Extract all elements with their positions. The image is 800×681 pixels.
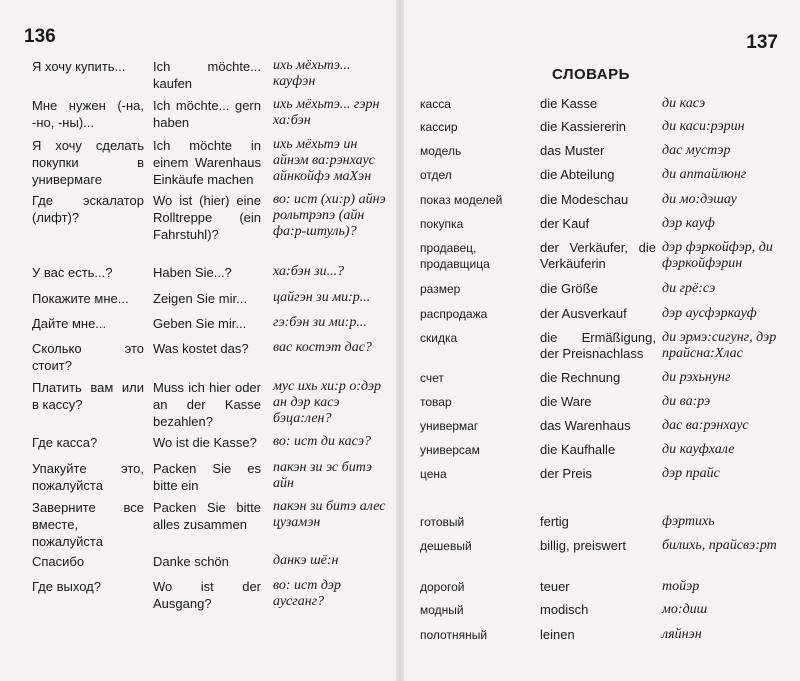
phrase-russian: Покажите мне... — [32, 291, 129, 306]
vocab-russian: касса — [420, 97, 451, 111]
vocab-german: die Kassiererin — [540, 119, 626, 134]
vocab-russian: полотняный — [420, 628, 488, 642]
phrase-transcription: во: ист дэр аусганг? — [273, 578, 341, 609]
vocab-transcription: дэр прайс — [662, 466, 720, 481]
phrase-transcription: мус ихь хи:р о:дэр ан дэр касэ бэца:лен? — [273, 379, 382, 426]
vocab-german: die Abteilung — [540, 167, 615, 182]
phrase-transcription: ихь мёхьтэ... кауфэн — [273, 58, 351, 89]
vocab-german: die Ware — [540, 394, 592, 409]
vocab-german: die Rechnung — [540, 370, 621, 385]
phrase-transcription: во: ист (хи:р) айнэ рольтрэпэ (айн фа:р-штуль)? — [273, 192, 386, 239]
vocab-german: die Modeschau — [540, 192, 629, 207]
vocab-german: der Verkäufer, die Verkäuferin — [540, 240, 656, 271]
vocab-transcription: ляйнэн — [662, 627, 702, 642]
phrase-russian: Упакуйте это, пожалуйста — [32, 461, 144, 493]
vocab-transcription: ди кауфхале — [662, 442, 735, 457]
vocab-transcription: тойэр — [662, 579, 700, 594]
vocab-transcription: мо:диш — [662, 602, 708, 617]
phrase-russian: Сколько это стоит? — [32, 341, 144, 373]
phrase-russian: Заверните все вместе, пожалуйста — [32, 500, 144, 549]
phrase-russian: Платить вам или в кассу? — [32, 380, 144, 412]
phrase-russian: Дайте мне... — [32, 316, 107, 331]
vocab-transcription: ди ва:рэ — [662, 394, 711, 409]
phrase-german: Haben Sie...? — [153, 265, 232, 280]
phrase-transcription: вас костэт дас? — [273, 340, 372, 355]
vocab-german: leinen — [540, 627, 575, 642]
phrase-german: Danke schön — [153, 554, 229, 569]
vocab-russian: модный — [420, 603, 464, 617]
vocab-russian: модель — [420, 144, 462, 158]
vocab-russian: отдел — [420, 168, 452, 182]
phrase-transcription: гэ:бэн зи ми:р... — [273, 315, 367, 330]
phrase-german: Ich möchte in einem Warenhaus Einkäufe machen — [153, 138, 261, 187]
phrase-german: Wo ist die Kasse? — [153, 435, 257, 450]
vocab-russian: товар — [420, 395, 452, 409]
phrase-german: Wo ist der Ausgang? — [153, 579, 261, 611]
vocab-russian: покупка — [420, 217, 464, 231]
phrase-german: Ich möchte... gern haben — [153, 98, 261, 130]
vocab-transcription: ди аптайлюнг — [662, 167, 747, 182]
vocab-german: der Kauf — [540, 216, 590, 231]
vocab-transcription: дэр аусфэркауф — [662, 306, 757, 321]
vocab-transcription: дас мустэр — [662, 143, 731, 158]
phrase-russian: Где эскалатор (лифт)? — [32, 193, 144, 225]
vocab-german: fertig — [540, 514, 569, 529]
phrase-russian: Спасибо — [32, 554, 85, 569]
vocab-transcription: ди мо:дэшау — [662, 192, 737, 207]
phrase-german: Packen Sie bitte alles zusammen — [153, 500, 261, 532]
phrase-german: Muss ich hier oder an der Kasse bezahlen? — [153, 380, 261, 429]
vocab-german: die Kaufhalle — [540, 442, 616, 457]
phrase-transcription: ихь мёхьтэ ин айнэм ва:рэнхаус айнкойфэ маХэн — [273, 137, 375, 184]
phrase-german: Geben Sie mir... — [153, 316, 247, 331]
vocab-transcription: дэр фэркойфэр, ди фэркойфэрин — [662, 240, 773, 271]
phrase-transcription: ха:бэн зи...? — [273, 264, 345, 279]
vocab-russian: дешевый — [420, 539, 472, 553]
vocab-german: der Ausverkauf — [540, 306, 627, 321]
vocab-german: die Ermäßigung, der Preisnachlass — [540, 330, 656, 361]
vocab-transcription: дэр кауф — [662, 216, 715, 231]
vocab-german: die Kasse — [540, 96, 598, 111]
right-page — [400, 0, 800, 681]
page-number-left: 136 — [24, 26, 56, 47]
vocab-russian: универмаг — [420, 419, 479, 433]
vocab-russian: продавец, продавщица — [420, 241, 490, 271]
phrase-german: Zeigen Sie mir... — [153, 291, 247, 306]
phrase-german: Ich möchte... kaufen — [153, 59, 261, 91]
phrase-transcription: ихь мёхьтэ... гэрн ха:бэн — [273, 97, 380, 128]
vocab-russian: готовый — [420, 515, 465, 529]
vocab-transcription: ди касэ — [662, 96, 706, 111]
vocab-russian: размер — [420, 282, 461, 296]
vocab-transcription: ди рэхьнунг — [662, 370, 731, 385]
phrase-russian: Где касса? — [32, 435, 98, 450]
vocab-german: billig, preiswert — [540, 538, 626, 553]
vocab-russian: распродажа — [420, 307, 488, 321]
vocab-german: modisch — [540, 602, 589, 617]
phrase-german: Was kostet das? — [153, 341, 249, 356]
vocab-transcription: ди грё:сэ — [662, 281, 716, 296]
vocab-transcription: фэртихь — [662, 514, 715, 529]
vocabulary-title: СЛОВАРЬ — [552, 66, 630, 83]
vocab-transcription: билихь, прайсвэ:рт — [662, 538, 777, 553]
vocab-russian: скидка — [420, 331, 458, 345]
vocab-german: die Größe — [540, 281, 598, 296]
vocab-german: das Muster — [540, 143, 605, 158]
phrase-russian: Я хочу сделать покупки в универмаге — [32, 138, 144, 187]
vocab-russian: кассир — [420, 120, 458, 134]
phrase-russian: У вас есть...? — [32, 265, 113, 280]
vocab-german: das Warenhaus — [540, 418, 631, 433]
vocab-transcription: дас ва:рэнхаус — [662, 418, 749, 433]
vocab-transcription: ди каси:рэрин — [662, 119, 745, 134]
phrase-transcription: пакэн зи битэ алес цузамэн — [273, 499, 386, 530]
vocab-german: teuer — [540, 579, 570, 594]
phrase-transcription: данкэ шё:н — [273, 553, 339, 568]
vocab-transcription: ди эрмэ:сигунг, дэр прайсна:Хлас — [662, 330, 777, 361]
vocab-german: der Preis — [540, 466, 593, 481]
phrase-transcription: цайгэн зи ми:р... — [273, 290, 371, 305]
phrase-german: Wo ist (hier) eine Rolltreppe (ein Fahrstuhl)? — [153, 193, 261, 242]
phrase-russian: Я хочу купить... — [32, 59, 126, 74]
vocab-russian: дорогой — [420, 580, 465, 594]
phrase-transcription: во: ист ди касэ? — [273, 434, 372, 449]
vocab-russian: цена — [420, 467, 447, 481]
phrase-transcription: пакэн зи эс битэ айн — [273, 460, 372, 491]
phrase-german: Packen Sie es bitte ein — [153, 461, 261, 493]
vocab-russian: счет — [420, 371, 444, 385]
vocab-russian: показ моделей — [420, 193, 503, 207]
phrase-russian: Где выход? — [32, 579, 101, 594]
phrase-russian: Мне нужен (-на, -но, -ны)... — [32, 98, 144, 130]
vocab-russian: универсам — [420, 443, 480, 457]
page-number-right: 137 — [746, 32, 778, 53]
